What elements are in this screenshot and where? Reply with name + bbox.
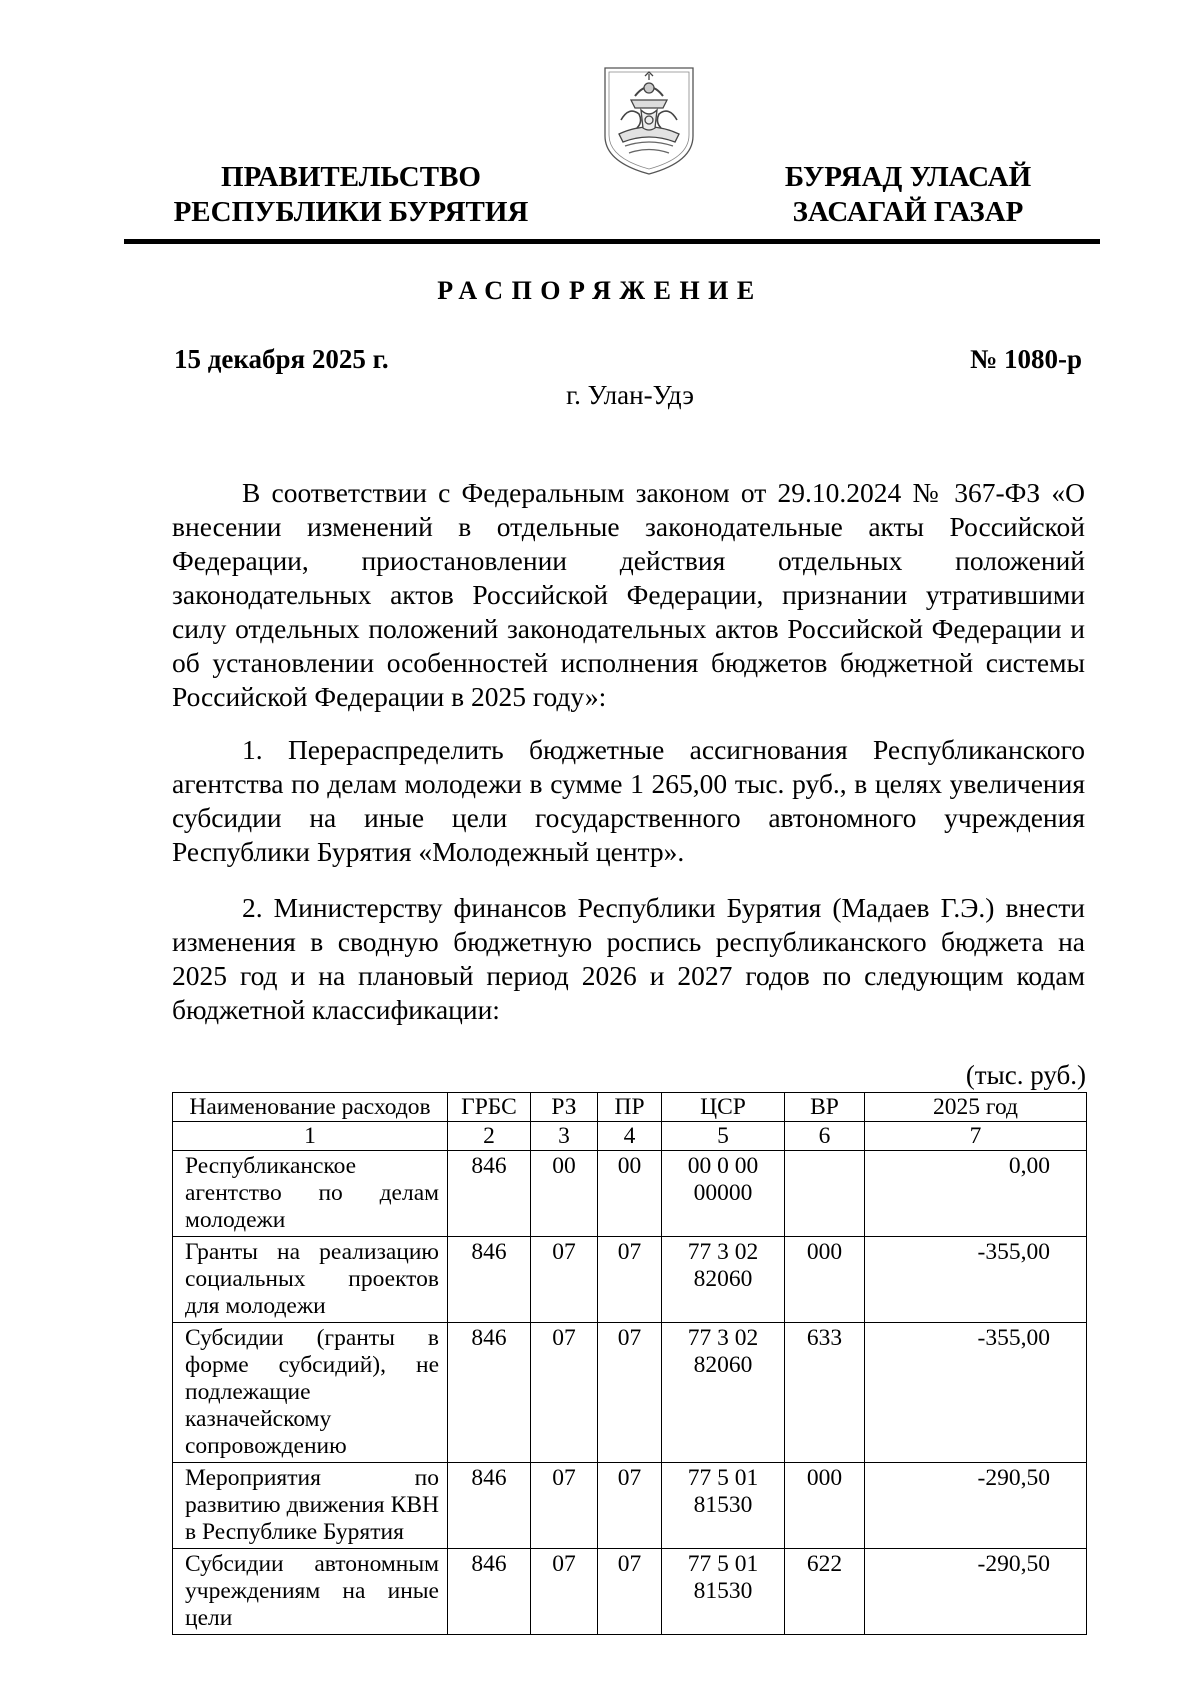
cell-rz: 07: [531, 1549, 598, 1635]
column-header: ПР: [598, 1093, 662, 1122]
cell-csr: 77 3 02 82060: [662, 1323, 785, 1463]
table-row: [173, 1237, 1087, 1323]
column-header: ГРБС: [448, 1093, 531, 1122]
cell-grbs: 846: [448, 1237, 531, 1323]
budget-table: [172, 1092, 1087, 1635]
cell-rz: 07: [531, 1463, 598, 1549]
cell-name: Субсидии автономным учреждениям на иные цели: [173, 1549, 448, 1635]
column-number: 6: [785, 1122, 865, 1151]
header-left-line: ПРАВИТЕЛЬСТВО: [221, 161, 481, 193]
document-city: г. Улан-Удэ: [566, 380, 694, 410]
header-right-line: ЗАСАГАЙ ГАЗАР: [792, 196, 1024, 228]
cell-amount: -355,00: [865, 1323, 1087, 1463]
cell-vr: 622: [785, 1549, 865, 1635]
cell-pr: 00: [598, 1151, 662, 1237]
cell-csr: 77 5 01 81530: [662, 1549, 785, 1635]
column-header: Наименование расходов: [173, 1093, 448, 1122]
document-number: № 1080-р: [970, 344, 1082, 374]
cell-vr: 000: [785, 1237, 865, 1323]
column-number: 3: [531, 1122, 598, 1151]
column-number: 4: [598, 1122, 662, 1151]
column-number: 5: [662, 1122, 785, 1151]
cell-pr: 07: [598, 1463, 662, 1549]
cell-csr: 77 3 02 82060: [662, 1237, 785, 1323]
column-number: 1: [173, 1122, 448, 1151]
cell-csr: 00 0 00 00000: [662, 1151, 785, 1237]
table-column-number-row: [173, 1122, 1087, 1151]
table-header-row: [173, 1093, 1087, 1122]
cell-pr: 07: [598, 1237, 662, 1323]
cell-name: Субсидии (гранты в форме субсидий), не подлежащие казначейскому сопровождению: [173, 1323, 448, 1463]
cell-amount: -290,50: [865, 1463, 1087, 1549]
header-left-line: РЕСПУБЛИКИ БУРЯТИЯ: [173, 196, 529, 228]
column-number: 7: [865, 1122, 1087, 1151]
document-title: РАСПОРЯЖЕНИЕ: [437, 276, 763, 305]
header-right-line: БУРЯАД УЛАСАЙ: [784, 161, 1032, 193]
header-divider: [124, 239, 1100, 244]
cell-grbs: 846: [448, 1549, 531, 1635]
column-header: 2025 год: [865, 1093, 1087, 1122]
cell-vr: [785, 1151, 865, 1237]
cell-grbs: 846: [448, 1463, 531, 1549]
cell-amount: -355,00: [865, 1237, 1087, 1323]
coat-of-arms-emblem: [599, 58, 699, 176]
document-date: 15 декабря 2025 г.: [174, 344, 389, 374]
column-header: РЗ: [531, 1093, 598, 1122]
column-header: ЦСР: [662, 1093, 785, 1122]
column-number: 2: [448, 1122, 531, 1151]
paragraph-item-1: 1. Перераспределить бюджетные ассигнования Республиканского агентства по делам молодежи в сумме 1 265,00 тыс. руб., в целях увеличения субсидии на иные цели государственного автономного учреждения Республики Бурятия «Молодежный центр».: [172, 734, 1085, 867]
column-header: ВР: [785, 1093, 865, 1122]
cell-name: Мероприятия по развитию движения КВН в Республике Бурятия: [173, 1463, 448, 1549]
paragraph-item-2: 2. Министерству финансов Республики Бурятия (Мадаев Г.Э.) внести изменения в сводную бюджетную роспись республиканского бюджета на 2025 год и на плановый период 2026 и 2027 годов по следующим кодам бюджетной классификации:: [172, 892, 1085, 1025]
cell-pr: 07: [598, 1549, 662, 1635]
cell-vr: 000: [785, 1463, 865, 1549]
cell-grbs: 846: [448, 1323, 531, 1463]
cell-csr: 77 5 01 81530: [662, 1463, 785, 1549]
table-row: [173, 1549, 1087, 1635]
table-row: [173, 1323, 1087, 1463]
cell-amount: 0,00: [865, 1151, 1087, 1237]
cell-rz: 00: [531, 1151, 598, 1237]
cell-rz: 07: [531, 1237, 598, 1323]
cell-pr: 07: [598, 1323, 662, 1463]
cell-grbs: 846: [448, 1151, 531, 1237]
cell-name: Республиканское агентство по делам молодежи: [173, 1151, 448, 1237]
paragraph-preamble: В соответствии с Федеральным законом от 29.10.2024 № 367-ФЗ «О внесении изменений в отдельные законодательные акты Российской Федерации, приостановлении действия отдельных положений законодательных актов Российской Федерации, признании утратившими силу отдельных положений законодательных актов Российской Федерации и об установлении особенностей исполнения бюджетов бюджетной системы Российской Федерации в 2025 году»:: [172, 477, 1085, 712]
header-government-ru: [172, 160, 530, 230]
cell-vr: 633: [785, 1323, 865, 1463]
cell-rz: 07: [531, 1323, 598, 1463]
table-row: [173, 1151, 1087, 1237]
cell-amount: -290,50: [865, 1549, 1087, 1635]
header-government-bua: [758, 160, 1058, 230]
table-row: [173, 1463, 1087, 1549]
table-units: (тыс. руб.): [965, 1060, 1086, 1090]
cell-name: Гранты на реализацию социальных проектов для молодежи: [173, 1237, 448, 1323]
